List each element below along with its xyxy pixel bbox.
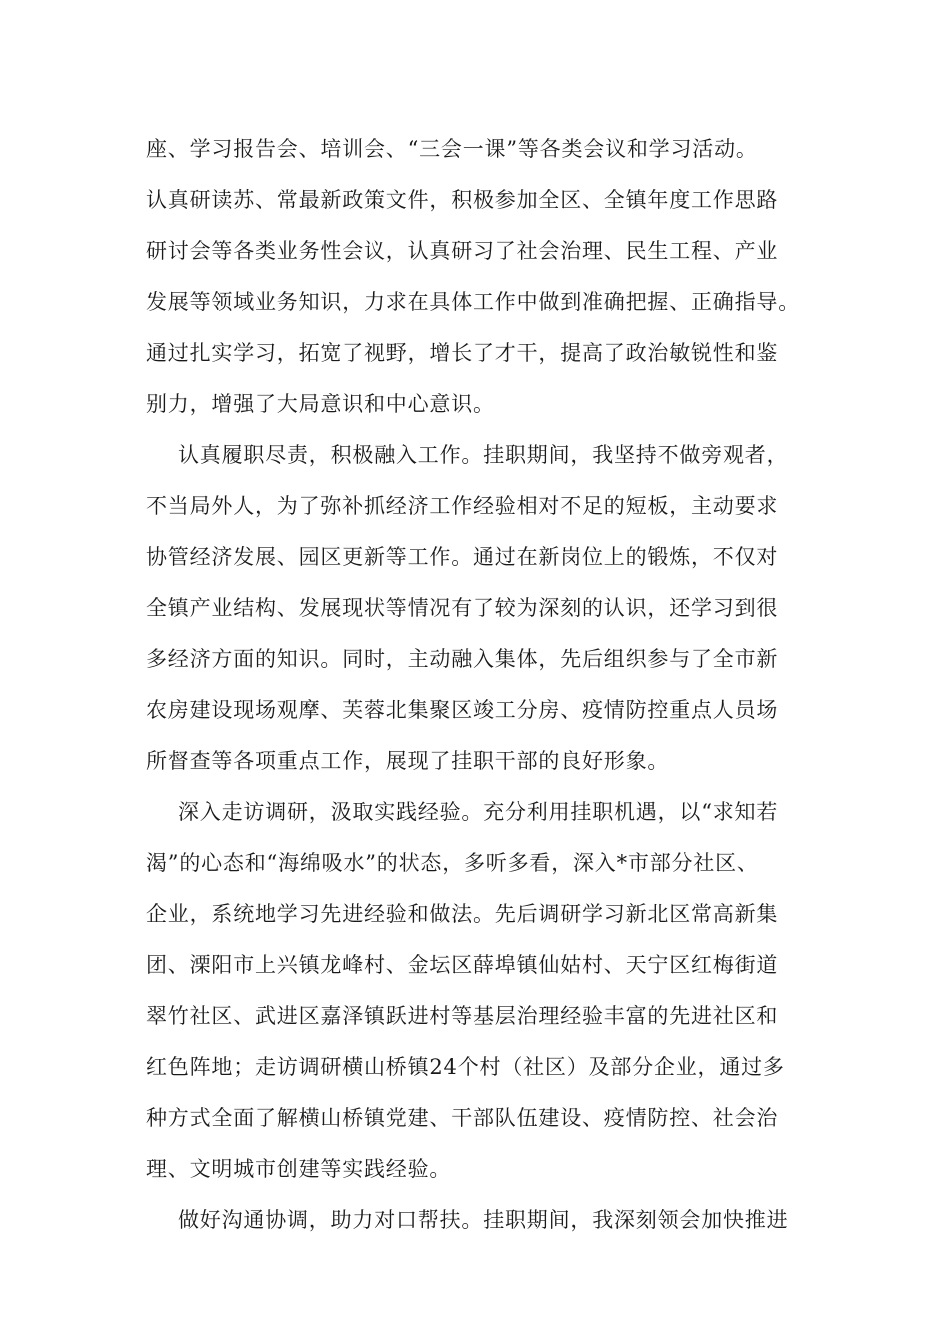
body-text-line: 团、溧阳市上兴镇龙峰村、金坛区薛埠镇仙姑村、天宁区红梅街道 — [146, 953, 779, 977]
body-text-line: 企业，系统地学习先进经验和做法。先后调研学习新北区常高新集 — [146, 902, 779, 926]
body-text-line: 研讨会等各类业务性会议，认真研习了社会治理、民生工程、产业 — [146, 239, 779, 263]
body-text-line: 理、文明城市创建等实践经验。 — [146, 1157, 452, 1181]
body-text-line: 全镇产业结构、发展现状等情况有了较为深刻的认识，还学习到很 — [146, 596, 779, 620]
body-text-line: 不当局外人，为了弥补抓经济工作经验相对不足的短板，主动要求 — [146, 494, 779, 518]
paragraph-first-line: 做好沟通协调，助力对口帮扶。挂职期间，我深刻领会加快推进 — [178, 1208, 789, 1232]
body-text-line: 座、学习报告会、培训会、“三会一课”等各类会议和学习活动。 — [146, 137, 758, 161]
body-text-line: 所督查等各项重点工作，展现了挂职干部的良好形象。 — [146, 749, 670, 773]
paragraph-first-line: 深入走访调研，汲取实践经验。充分利用挂职机遇，以“求知若 — [178, 800, 779, 824]
body-text-line: 农房建设现场观摩、芙蓉北集聚区竣工分房、疫情防控重点人员场 — [146, 698, 779, 722]
body-text-line: 翠竹社区、武进区嘉泽镇跃进村等基层治理经验丰富的先进社区和 — [146, 1004, 779, 1028]
body-text-line: 认真研读苏、常最新政策文件，积极参加全区、全镇年度工作思路 — [146, 188, 779, 212]
body-text-line: 通过扎实学习，拓宽了视野，增长了才干，提高了政治敏锐性和鉴 — [146, 341, 779, 365]
body-text-line: 红色阵地；走访调研横山桥镇24个村（社区）及部分企业，通过多 — [146, 1055, 785, 1079]
paragraph-first-line: 认真履职尽责，积极融入工作。挂职期间，我坚持不做旁观者， — [178, 443, 789, 467]
body-text-line: 协管经济发展、园区更新等工作。通过在新岗位上的锻炼，不仅对 — [146, 545, 779, 569]
body-text-line: 种方式全面了解横山桥镇党建、干部队伍建设、疫情防控、社会治 — [146, 1106, 779, 1130]
body-text-line: 渴”的心态和“海绵吸水”的状态，多听多看，深入*市部分社区、 — [146, 851, 759, 875]
body-text-line: 发展等领域业务知识，力求在具体工作中做到准确把握、正确指导。 — [146, 290, 800, 314]
body-text-line: 别力，增强了大局意识和中心意识。 — [146, 392, 495, 416]
body-text-line: 多经济方面的知识。同时，主动融入集体，先后组织参与了全市新 — [146, 647, 779, 671]
